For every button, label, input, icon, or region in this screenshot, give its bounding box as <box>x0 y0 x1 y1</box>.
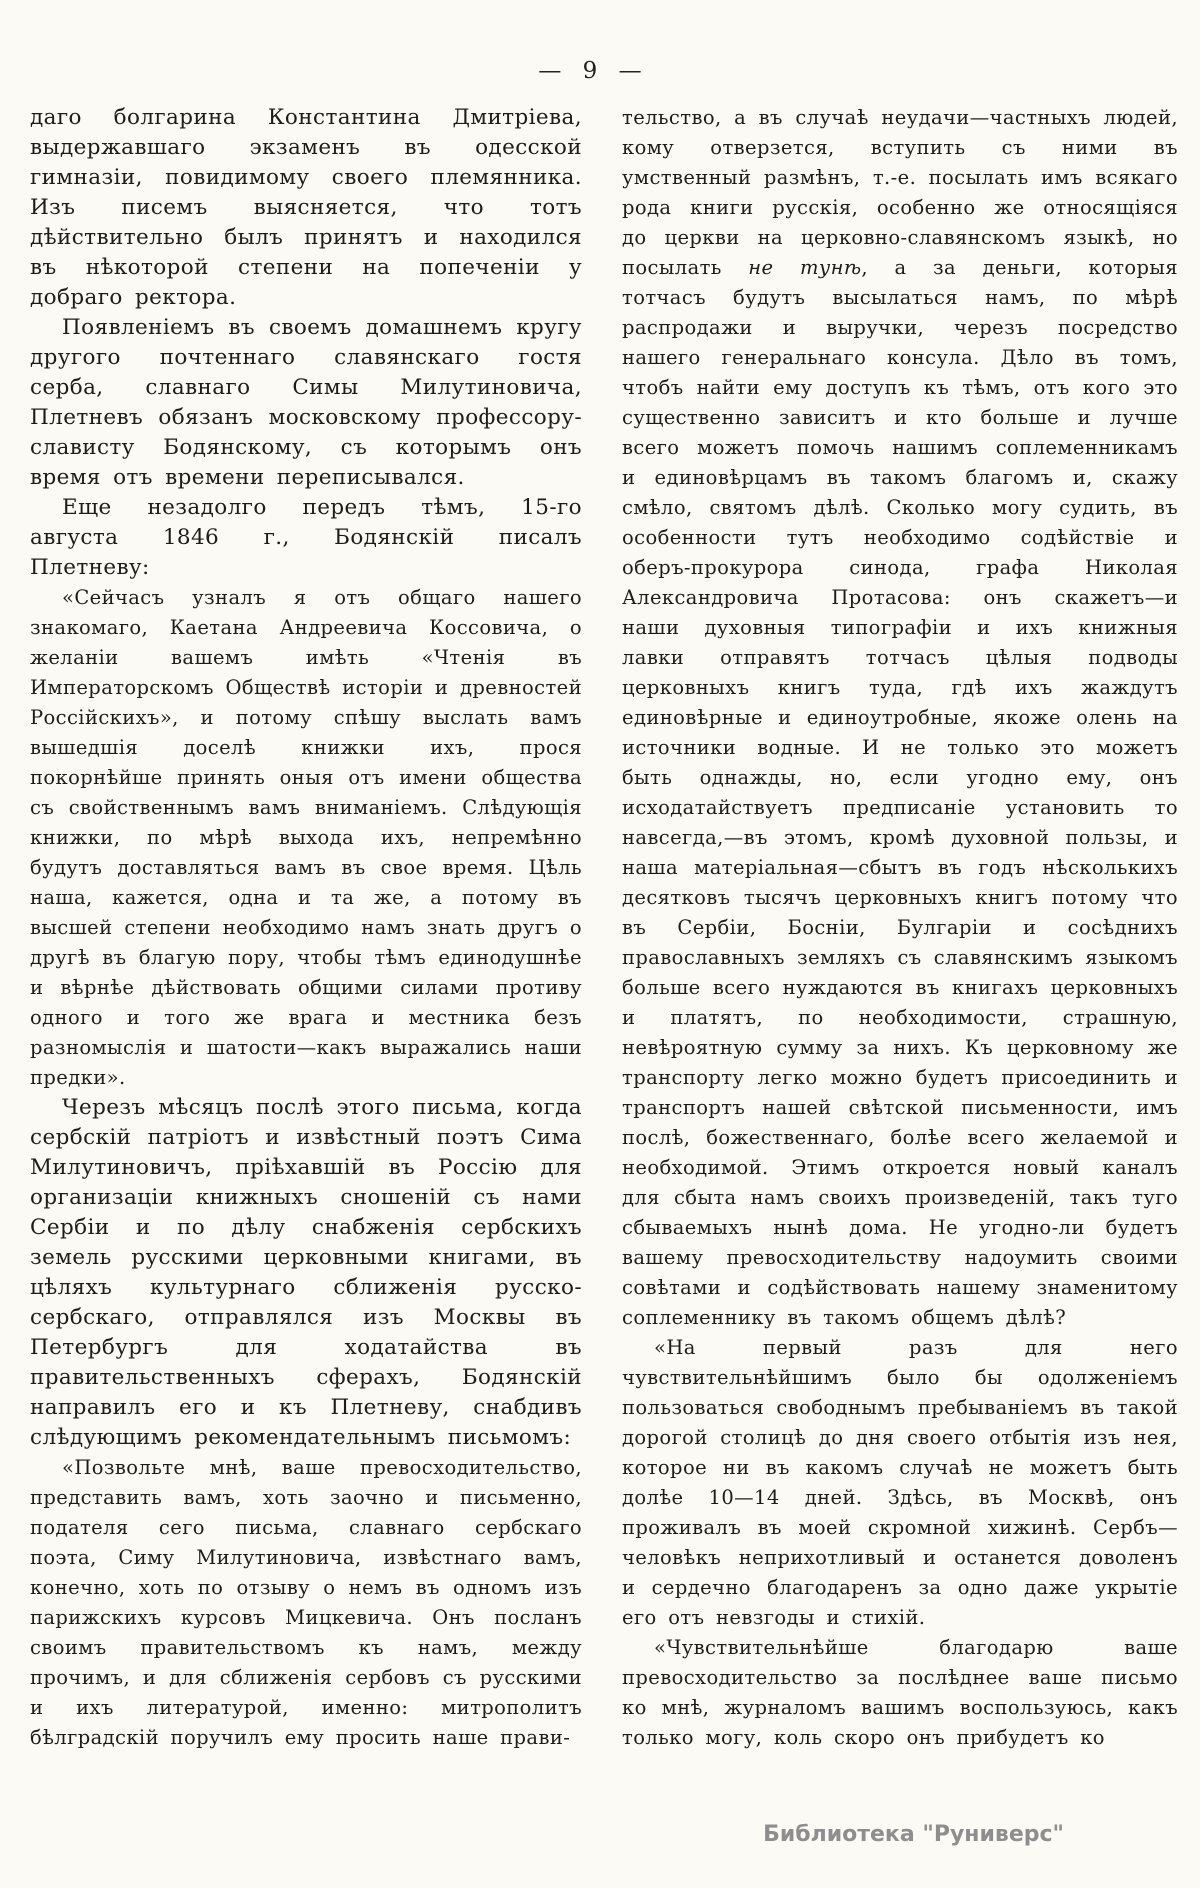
left-column <box>30 103 582 1753</box>
letter-quote-paragraph: «Позвольте мнѣ, ваше превосходительство, представить вамъ, хоть заочно и письменно, подателя сего письма, славнаго сербскаго поэта, Симу Милутиновича, извѣстнаго вамъ, конечно, хоть по отзыву о немъ въ одномъ изъ парижскихъ курсовъ Мицкевича. Онъ посланъ своимъ правительствомъ къ намъ, между прочимъ, и для сближенія сербовъ съ русскими и ихъ литературой, именно: митрополитъ бѣлградскій поручилъ ему просить наше прави- <box>30 1456 582 1749</box>
letter-quote-paragraph: «На первый разъ для него чувствительнѣйшимъ было бы одолженіемъ пользоваться свободнымъ пребываніемъ въ такой дорогой столицѣ до дня своего отбытія изъ нея, которое ни въ какомъ случаѣ не можетъ быть долѣе 10—14 дней. Здѣсь, въ Москвѣ, онъ проживалъ въ моей скромной хижинѣ. Сербъ—человѣкъ неприхотливый и останется доволенъ и сердечно благодаренъ за одно даже укрытіе его отъ невзгоды и стихій. <box>622 1336 1178 1629</box>
letter-quote-paragraph-continuation <box>622 103 1178 1333</box>
paragraph: Появленіемъ въ своемъ домашнемъ кругу другого почтеннаго славянскаго гостя серба, славнаго Симы Милутиновича, Плетневъ обязанъ московскому профессору-слависту Бодянскому, съ которымъ онъ время отъ времени переписывался. <box>30 315 582 490</box>
paragraph-continuation-from-previous-page: даго болгарина Константина Дмитріева, выдержавшаго экзаменъ въ одесской гимназіи, повидимому своего племянника. Изъ писемъ выясняется, что тотъ дѣйствительно былъ принятъ и находился въ нѣкоторой степени на попеченіи у добраго ректора. <box>30 105 582 310</box>
paragraph: Черезъ мѣсяцъ послѣ этого письма, когда сербскій патріотъ и извѣстный поэтъ Сима Милутиновичъ, пріѣхавшій въ Россію для организаціи книжныхъ сношеній съ нами Сербіи и по дѣлу снабженія сербскихъ земель русскими церковными книгами, въ цѣляхъ культурнаго сближенія русско-сербскаго, отправлялся изъ Москвы въ Петербургъ для ходатайства въ правительственныхъ сферахъ, Бодянскій направилъ его и къ Плетневу, снабдивъ слѣдующимъ рекомендательнымъ письмомъ: <box>30 1095 582 1450</box>
text-columns <box>30 103 1178 1753</box>
letter-text-before-italic: тельство, а въ случаѣ неудачи—частныхъ людей, кому отверзется, вступить съ ними въ умственный размѣнъ, т.-е. посылать имъ всякаго рода книги русскія, особенно же относящіяся до церкви на церковно-славянскомъ языкѣ, но посылать <box>622 106 1178 279</box>
runivers-library-watermark: Библиотека "Руниверс" <box>763 1822 1064 1847</box>
letter-text-after-italic: , а за деньги, которыя тотчасъ будутъ высылаться намъ, по мѣрѣ распродажи и выручки, черезъ посредство нашего генеральнаго консула. Дѣло въ томъ, чтобъ найти ему доступъ къ тѣмъ, отъ кого это существенно зависитъ и кто больше и лучше всего можетъ помочь нашимъ соплеменникамъ и единовѣрцамъ въ такомъ благомъ и, скажу смѣло, святомъ дѣлѣ. Сколько могу судить, въ особенности тутъ необходимо содѣйствіе и оберъ-прокурора синода, графа Николая Александровича Протасова: онъ скажетъ—и наши духовныя типографіи и ихъ книжныя лавки отправятъ тотчасъ цѣлыя подводы церковныхъ книгъ туда, гдѣ ихъ жаждутъ единовѣрные и единоутробные, якоже олень на источники водные. И не только это можетъ быть однажды, но, если угодно ему, онъ исходатайствуетъ предписаніе установить то навсегда,—въ этомъ, кромѣ духовной пользы, и наша матеріальная—сбытъ въ годъ нѣсколькихъ десятковъ тысячъ церковныхъ книгъ потому что въ Сербіи, Босніи, Булгаріи и сосѣднихъ православныхъ земляхъ съ славянскимъ языкомъ больше всего нуждаются въ книгахъ церковныхъ и платятъ, по необходимости, страшную, невѣроятную сумму за нихъ. Къ церковному же транспорту легко можно будетъ присоединить и транспортъ нашей свѣтской письменности, имъ послѣ, божественнаго, болѣе всего желаемой и необходимой. Этимъ откроется новый каналъ для сбыта намъ своихъ произведеній, такъ туго сбываемыхъ нынѣ дома. Не угодно-ли будетъ вашему превосходительству надоумить своими совѣтами и содѣйствовать нашему знаменитому соплеменнику въ такомъ общемъ дѣлѣ? <box>622 256 1178 1329</box>
paragraph: Еще незадолго передъ тѣмъ, 15-го августа 1846 г., Бодянскій писалъ Плетневу: <box>30 495 582 580</box>
italic-phrase: не тунѣ <box>748 256 862 279</box>
letter-quote-paragraph: «Сейчасъ узналъ я отъ общаго нашего знакомаго, Каетана Андреевича Коссовича, о желаніи вашемъ имѣть «Чтенія въ Императорскомъ Обществѣ исторіи и древностей Россійскихъ», и потому спѣшу выслать вамъ вышедшія доселѣ книжки ихъ, прося покорнѣйше принять оныя отъ имени общества съ свойственнымъ вамъ вниманіемъ. Слѣдующія книжки, по мѣрѣ выхода ихъ, непремѣнно будутъ доставляться вамъ въ свое время. Цѣль наша, кажется, одна и та же, а потому въ высшей степени необходимо намъ знать другъ о другѣ въ благую пору, чтобы тѣмъ единодушнѣе и вѣрнѣе дѣйствовать общими силами противу одного и того же врага и местника безъ разномыслія и шатости—какъ выражались наши предки». <box>30 586 582 1089</box>
right-column <box>622 103 1178 1753</box>
page-number: — 9 — <box>538 58 642 84</box>
letter-quote-paragraph: «Чувствительнѣйше благодарю ваше превосходительство за послѣднее ваше письмо ко мнѣ, журналомъ вашимъ воспользуюсь, какъ только могу, коль скоро онъ прибудетъ ко <box>622 1636 1178 1749</box>
